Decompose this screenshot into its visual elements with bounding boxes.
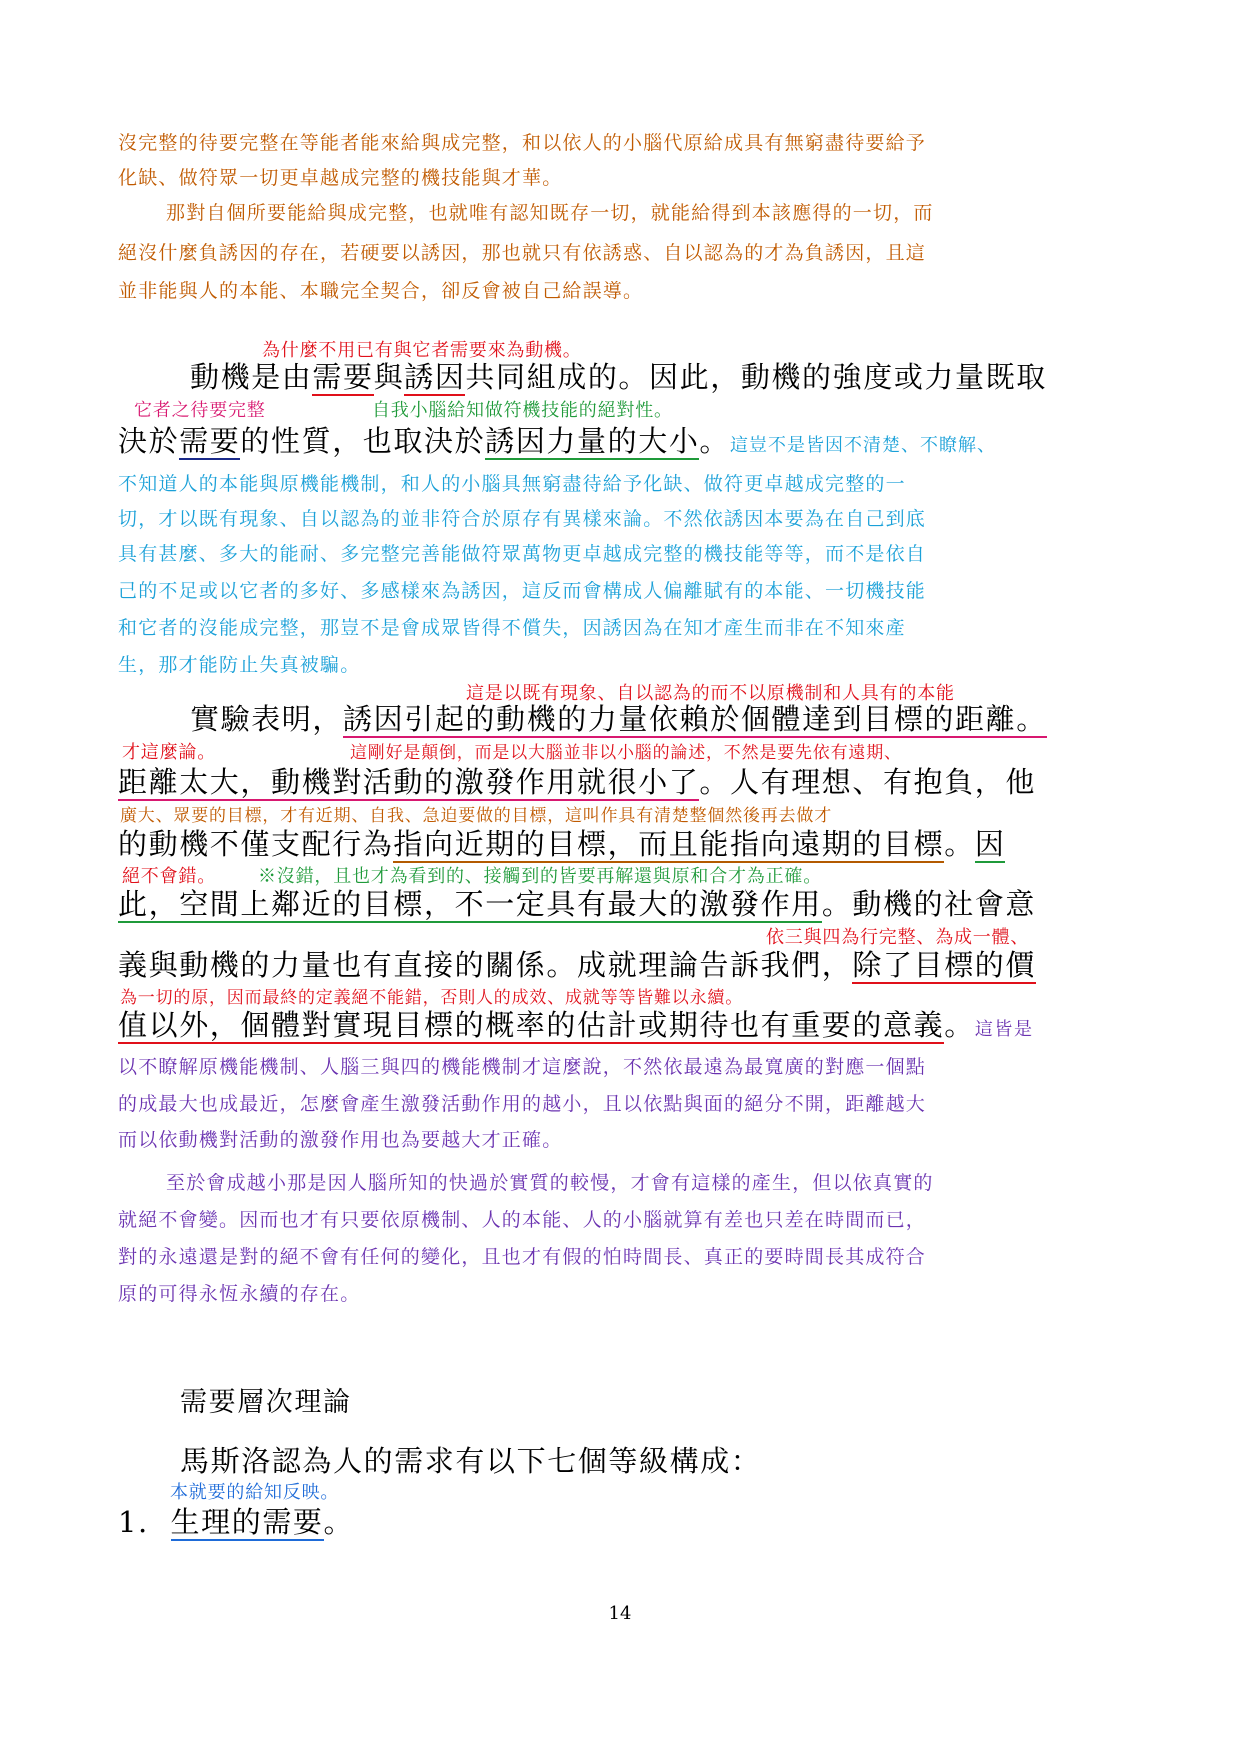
text-line: 動機是由需要與誘因共同組成的。因此，動機的強度或力量既取 xyxy=(190,360,1047,394)
text-line: 實驗表明，誘因引起的動機的力量依賴於個體達到目標的距離。 xyxy=(190,702,1047,736)
text-line: 的成最大也成最近，怎麼會產生激發活動作用的越小，且以依點與面的絕分不開，距離越大 xyxy=(118,1093,927,1115)
text-line: 就絕不會變。因而也才有只要依原機制、人的本能、人的小腦就算有差也只差在時間而已， xyxy=(118,1209,927,1231)
text-line: 化缺、做符眾一切更卓越成完整的機技能與才華。 xyxy=(118,167,563,189)
text-line: 己的不足或以它者的多好、多感樣來為誘因，這反而會構成人偏離賦有的本能、一切機技能 xyxy=(118,580,927,602)
page-number: 14 xyxy=(608,1603,632,1624)
annotation: 廣大、眾要的目標，才有近期、自我、急迫要做的目標，這叫作具有清楚整個然後再去做才 xyxy=(120,806,832,826)
text-line: 此，空間上鄰近的目標，不一定具有最大的激發作用。動機的社會意 xyxy=(118,887,1037,921)
annotation: 這是以既有現象、自以認為的而不以原機制和人具有的本能 xyxy=(466,683,955,704)
text-line: 原的可得永恆永續的存在。 xyxy=(118,1283,361,1305)
text-line: 義與動機的力量也有直接的關係。成就理論告訴我們，除了目標的價 xyxy=(118,948,1037,982)
text-line: 以不瞭解原機能機制、人腦三與四的機能機制才這麼說，不然依最遠為最寬廣的對應一個點 xyxy=(118,1056,927,1078)
annotation: 自我小腦給知做符機技能的絕對性。 xyxy=(372,400,673,421)
text-line: 和它者的沒能成完整，那豈不是會成眾皆得不償失，因誘因為在知才產生而非在不知來產 xyxy=(118,617,906,639)
annotation: 為一切的原，因而最終的定義絕不能錯，否則人的成效、成就等等皆難以永續。 xyxy=(120,988,743,1008)
annotation: 才這麼論。 xyxy=(122,742,216,763)
text-line: 那對自個所要能給與成完整，也就唯有認知既存一切，就能給得到本該應得的一切，而 xyxy=(166,202,934,224)
text-line: 對的永遠還是對的絕不會有任何的變化，且也才有假的怕時間長、真正的要時間長其成符合 xyxy=(118,1246,927,1268)
annotation: 絕不會錯。 xyxy=(122,866,216,887)
annotation: 依三與四為行完整、為成一體、 xyxy=(766,927,1030,948)
text-line: 距離太大，動機對活動的激發作用就很小了。人有理想、有抱負，他 xyxy=(118,765,1037,799)
text-line: 切，才以既有現象、自以認為的並非符合於原存有異樣來論。不然依誘因本要為在自己到底 xyxy=(118,508,927,530)
annotation: 本就要的給知反映。 xyxy=(170,1482,340,1503)
text-line: 的動機不僅支配行為指向近期的目標，而且能指向遠期的目標。因 xyxy=(118,827,1006,861)
list-item: 1. 生理的需要。 xyxy=(118,1505,355,1539)
text-line: 並非能與人的本能、本職完全契合，卻反會被自己給誤導。 xyxy=(118,280,644,302)
text-line: 不知道人的本能與原機能機制，和人的小腦具無窮盡待給予化缺、做符更卓越成完整的一 xyxy=(118,473,906,495)
annotation: 這剛好是顛倒，而是以大腦並非以小腦的論述，不然是要先依有遠期、 xyxy=(350,743,902,763)
text-line: 值以外，個體對實現目標的概率的估計或期待也有重要的意義。這皆是 xyxy=(118,1008,1034,1042)
section-heading: 需要層次理論 xyxy=(180,1387,352,1418)
text-line: 決於需要的性質，也取決於誘因力量的大小。這豈不是皆因不清楚、不瞭解、 xyxy=(118,424,997,458)
text-line: 而以依動機對活動的激發作用也為要越大才正確。 xyxy=(118,1129,563,1151)
text-line: 絕沒什麼負誘因的存在，若硬要以誘因，那也就只有依誘惑、自以認為的才為負誘因，且這 xyxy=(118,242,927,264)
text-line: 至於會成越小那是因人腦所知的快過於實質的較慢，才會有這樣的產生，但以依真實的 xyxy=(166,1172,934,1194)
text-line: 馬斯洛認為人的需求有以下七個等級構成： xyxy=(180,1444,762,1478)
text-line: 生，那才能防止失真被騙。 xyxy=(118,654,361,676)
annotation: 它者之待要完整 xyxy=(134,400,266,421)
text-line: 沒完整的待要完整在等能者能來給與成完整，和以依人的小腦代原給成具有無窮盡待要給予 xyxy=(118,132,927,154)
text-line: 具有甚麼、多大的能耐、多完整完善能做符眾萬物更卓越成完整的機技能等等，而不是依自 xyxy=(118,543,927,565)
annotation: ※沒錯，且也才為看到的、接觸到的皆要再解還與原和合才為正確。 xyxy=(258,866,822,887)
annotation: 為什麼不用已有與它者需要來為動機。 xyxy=(262,340,582,361)
